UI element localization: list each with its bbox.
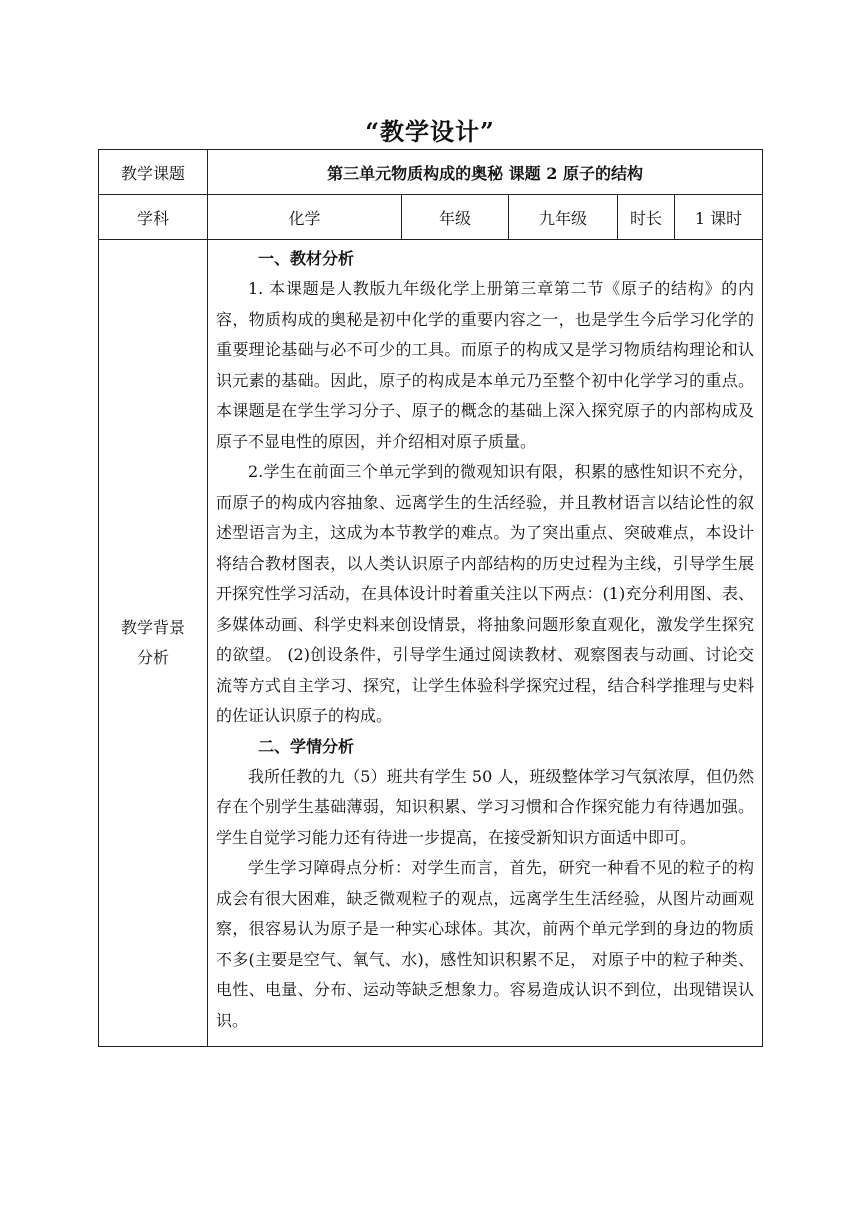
section2-paragraph-1: 我所任教的九（5）班共有学生 50 人，班级整体学习气氛浓厚，但仍然存在个别学生基础薄弱，知识积累、学习习惯和合作探究能力有待遇加强。学生自觉学习能力还有待进一步提高，在接受新知识方面适中即可。 xyxy=(216,766,755,847)
background-label xyxy=(99,240,208,1047)
background-content xyxy=(208,240,763,1047)
background-label-line1: 教学背景 xyxy=(120,618,185,637)
topic-label: 教学课题 xyxy=(99,150,208,195)
duration-value: 1 课时 xyxy=(675,195,763,240)
duration-label: 时长 xyxy=(618,195,675,240)
subject-value: 化学 xyxy=(208,195,402,240)
section1-paragraph-1: 1. 本课题是人教版九年级化学上册第三章第二节《原子的结构》的内容，物质构成的奥秘是初中化学的重要内容之一，也是学生今后学习化学的重要理论基础与必不可少的工具。而原子的构成又是学习物质结构理论和认识元素的基础。因此，原子的构成是本单元乃至整个初中化学学习的重点。本课题是在学生学习分子、原子的概念的基础上深入探究原子的内部构成及原子不显电性的原因，并介绍相对原子质量。 xyxy=(216,279,755,451)
info-row xyxy=(99,195,763,240)
section1-heading: 一、教材分析 xyxy=(258,249,355,268)
topic-row xyxy=(99,150,763,195)
grade-value: 九年级 xyxy=(509,195,618,240)
document-title: “教学设计” xyxy=(365,117,495,146)
background-row xyxy=(99,240,763,1047)
section2-heading: 二、学情分析 xyxy=(258,736,355,756)
topic-value: 第三单元物质构成的奥秘 课题 2 原子的结构 xyxy=(208,150,763,195)
background-label-line2: 分析 xyxy=(136,648,169,667)
section2-paragraph-2: 学生学习障碍点分析：对学生而言，首先，研究一种看不见的粒子的构成会有很大困难，缺乏微观粒子的观点，远离学生生活经验，从图片动画观察，很容易认为原子是一种实心球体。其次，前两个单元学到的身边的物质不多(主要是空气、氧气、水)，感性知识积累不足， 对原子中的粒子种类、电性、电量、分布、运动等缺乏想象力。容易造成认识不到位，出现错误认识。 xyxy=(216,858,755,1030)
grade-label: 年级 xyxy=(402,195,509,240)
lesson-plan-table xyxy=(98,149,763,1047)
subject-label: 学科 xyxy=(99,195,208,240)
section1-paragraph-2: 2.学生在前面三个单元学到的微观知识有限，积累的感性知识不充分，而原子的构成内容抽象、远离学生的生活经验，并且教材语言以结论性的叙述型语言为主，这成为本节教学的难点。为了突出重点、突破难点，本设计将结合教材图表，以人类认识原子内部结构的历史过程为主线，引导学生展开探究性学习活动，在具体设计时着重关注以下两点：(1)充分利用图、表、多媒体动画、科学史料来创设情景，将抽象问题形象直观化，激发学生探究的欲望。 (2)创设条件，引导学生通过阅读教材、观察图表与动画、讨论交流等方式自主学习、探究，让学生体验科学探究过程，结合科学推理与史料的佐证认识原子的构成。 xyxy=(216,462,755,725)
